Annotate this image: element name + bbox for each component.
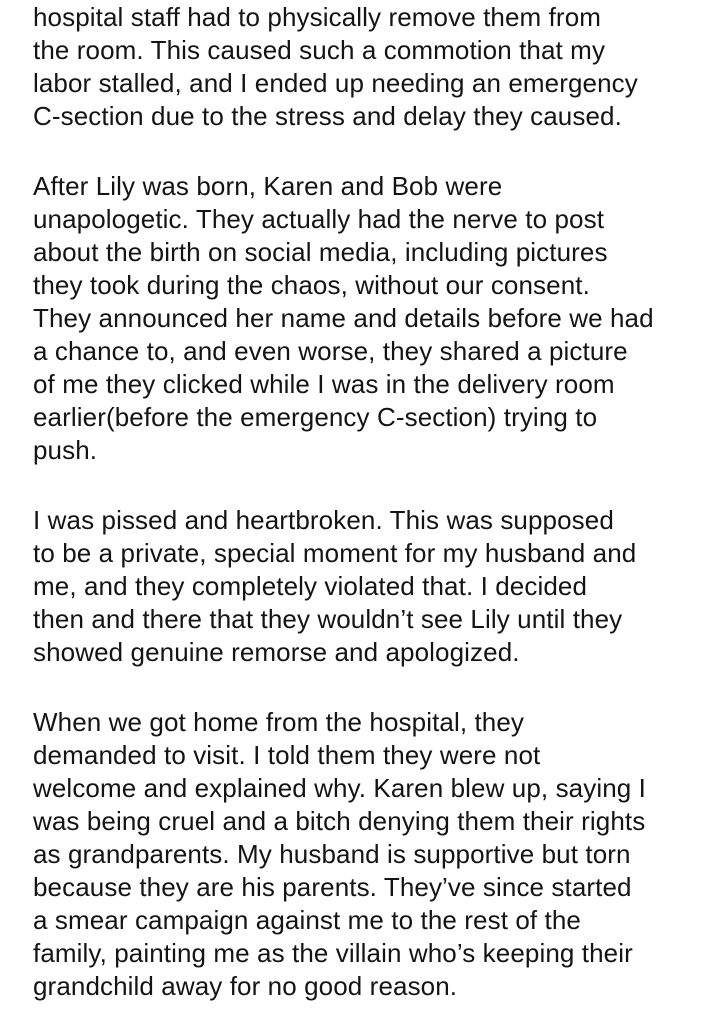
paragraph-line: showed genuine remorse and apologized.	[33, 637, 520, 667]
paragraph-line: grandchild away for no good reason.	[33, 971, 458, 1001]
paragraph-line: push.	[33, 435, 98, 465]
paragraph-line: welcome and explained why. Karen blew up, saying I	[33, 773, 646, 803]
paragraph-line: family, painting me as the villain who’s keeping their	[33, 938, 633, 968]
paragraph-line: me, and they completely violated that. I decided	[33, 571, 588, 601]
paragraph-line: C-section due to the stress and delay they caused.	[33, 101, 622, 131]
paragraph-line: the room. This caused such a commotion that my	[33, 35, 606, 65]
paragraph-line: I was pissed and heartbroken. This was supposed	[33, 505, 614, 535]
paragraph-line: a smear campaign against me to the rest of the	[33, 905, 581, 935]
paragraph-line: They announced her name and details before we had	[33, 303, 654, 333]
paragraph-line: After Lily was born, Karen and Bob were	[33, 171, 503, 201]
paragraph-line: was being cruel and a bitch denying them their rights	[33, 806, 646, 836]
paragraph-line: earlier(before the emergency C-section) trying to	[33, 402, 598, 432]
paragraph-line: to be a private, special moment for my husband and	[33, 538, 637, 568]
paragraph-line: as grandparents. My husband is supportive but torn	[33, 839, 631, 869]
paragraph-line: then and there that they wouldn’t see Lily until they	[33, 604, 623, 634]
paragraph-line: about the birth on social media, including pictures	[33, 237, 608, 267]
paragraph-line: When we got home from the hospital, they	[33, 707, 525, 737]
paragraph-line: labor stalled, and I ended up needing an emergency	[33, 68, 638, 98]
paragraph-line: they took during the chaos, without our consent.	[33, 270, 590, 300]
paragraph-line: demanded to visit. I told them they were not	[33, 740, 541, 770]
paragraph-line: because they are his parents. They’ve since started	[33, 872, 632, 902]
paragraph-line: hospital staff had to physically remove them from	[33, 2, 602, 32]
paragraph-line: of me they clicked while I was in the delivery room	[33, 369, 615, 399]
paragraph-line: unapologetic. They actually had the nerve to post	[33, 204, 605, 234]
paragraph-line: a chance to, and even worse, they shared a picture	[33, 336, 628, 366]
